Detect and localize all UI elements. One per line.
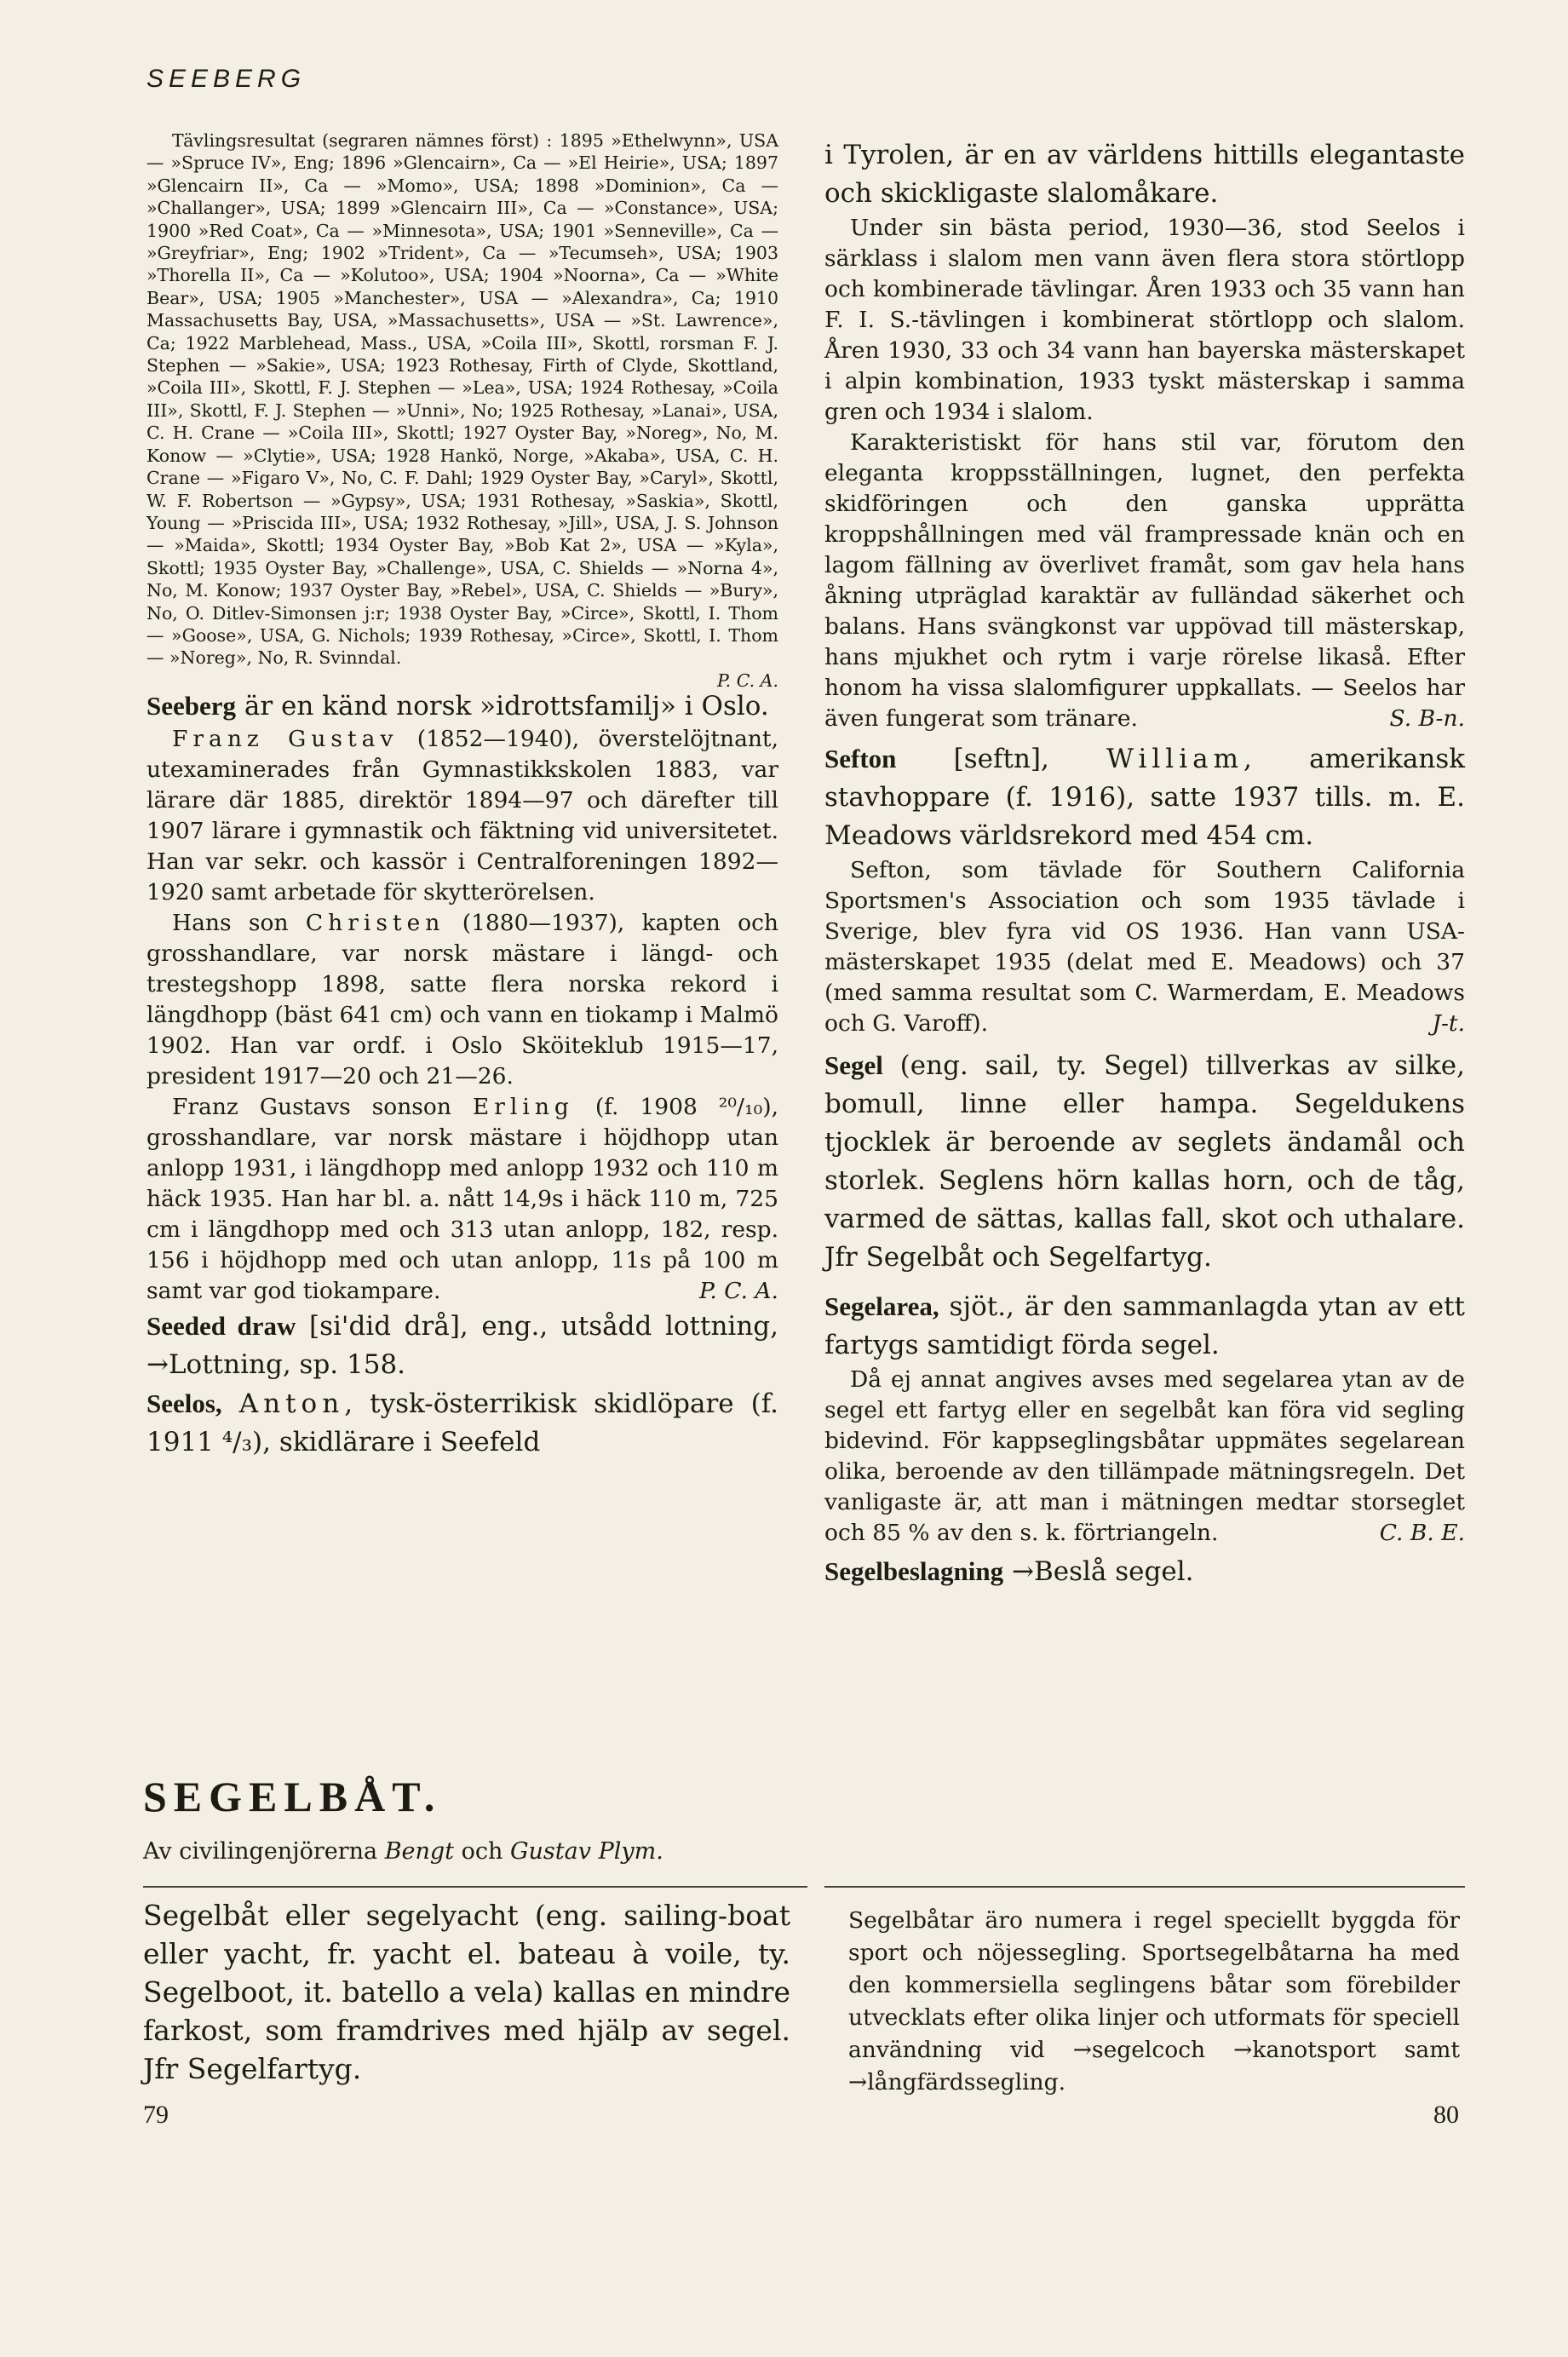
right-column	[824, 136, 1465, 1591]
signature: P. C. A.	[698, 1278, 778, 1305]
person-name: Christen	[305, 910, 445, 937]
author-name: Bengt	[384, 1838, 455, 1865]
paragraph-sefton-2	[824, 855, 1465, 1039]
signature: P. C. A.	[717, 670, 778, 691]
page-number-right: 80	[1433, 2101, 1459, 2129]
headword: Segelarea,	[824, 1291, 939, 1321]
entry-text: →Beslå segel.	[1003, 1556, 1194, 1587]
page-number-left: 79	[143, 2101, 169, 2129]
divider	[824, 1886, 1465, 1888]
results-text: Tävlingsresultat (segraren nämnes först) : 1895 »Ethelwynn», USA — »Spruce IV», Eng; 1896 »Glencairn», Ca — »El Heirie», USA; 1897 »Glencairn II», Ca — »Momo», USA; 1898 »Dominion», Ca — »Challanger», USA; 1899 »Glencairn III», Ca — »Constance», USA; 1900 »Red Coat», Ca — »Minnesota», USA; 1901 »Senneville», Ca — »Greyfriar», Eng; 1902 »Trident», Ca — »Tecumseh», USA; 1903 »Thorella II», Ca — »Kolutoo», USA; 1904 »Noorna», Ca — »White Bear», USA; 1905 »Manchester», USA — »Alexandra», Ca; 1910 Massachusetts Bay, USA, »Massachusetts», USA — »St. Lawrence», Ca; 1922 Marblehead, Mass., USA, »Coila III», Skottl, rorsman F. J. Stephen — »Sakie», USA; 1923 Rothesay, Firth of Clyde, Skottland, »Coila III», Skottl, F. J. Stephen — »Lea», USA; 1924 Rothesay, »Coila III», Skottl, F. J. Stephen — »Unni», No; 1925 Rothesay, »Lanai», USA, C. H. Crane — »Coila III», Skottl; 1927 Oyster Bay, »Noreg», No, M. Konow — »Clytie», USA; 1928 Hankö, Norge, »Akaba», USA, C. H. Crane — »Figaro V», No, C. F. Dahl; 1929 Oyster Bay, »Caryl», Skottl, W. F. Robertson — »Gypsy», USA; 1931 Rothesay, »Saskia», Skottl, Young — »Priscida III», USA; 1932 Rothesay, »Jill», USA, J. S. Johnson — »Maida», Skottl; 1934 Oyster Bay, »Bob Kat 2», USA — »Kyla», Skottl; 1935 Oyster Bay, »Challenge», USA, C. Shields — »Norna 4», No, M. Konow; 1937 Oyster Bay, »Rebel», USA, C. Shields — »Bury», No, O. Ditlev-Simonsen j:r; 1938 Oyster Bay, »Circe», Skottl, I. Thom — »Goose», USA, G. Nichols; 1939 Rothesay, »Circe», Skottl, I. Thom — »Noreg», No, R. Svinndal.	[146, 130, 778, 669]
author-name: Gustav Plym.	[509, 1838, 663, 1865]
byline-text: och	[454, 1838, 510, 1865]
paragraph-text: Sefton, som tävlade för Southern California Sportsmen's Association och som 1935 tävlade i Sverige, blev fyra vid OS 1936. Han vann USA-mästerskapet 1935 (delat med E. Meadows) och 37 (med samma resultat som C. Warmerdam, E. Meadows och G. Varoff).	[824, 857, 1465, 1037]
entry-seelos	[146, 1384, 778, 1462]
paragraph-text: (1852—1940), överstelöjtnant, utexaminerades från Gymnastikkskolen 1883, var lärare där 1885, direktör 1894—97 och därefter till 1907 lärare i gymnastik och fäktning vid universitetet. Han var sekr. och kassör i Centralforeningen 1892—1920 samt arbetade för skytterörelsen.	[146, 726, 779, 906]
byline-text: Av civilingenjörerna	[143, 1838, 385, 1865]
running-head: SEEBERG	[146, 65, 307, 93]
paragraph-text: Hans son	[172, 910, 306, 937]
section-intro-right: Segelbåtar äro numera i regel speciellt byggda för sport och nöjessegling. Sportsegelbåtarna ha med den kommersiella seglingens båtar som förebilder utvecklats efter olika linjer och utformats för speciell användning vid →segelcoch →kanotsport samt →långfärdssegling.	[848, 1907, 1460, 2095]
headword: Segelbeslagning	[824, 1556, 1004, 1586]
entry-text: , amerikansk stavhoppare (f. 1916), satte 1937 tills. m. E. Meadows världsrekord med 454 cm.	[824, 744, 1466, 851]
entry-sefton	[824, 739, 1465, 855]
entry-segelbeslagning	[824, 1552, 1465, 1591]
person-name: Erling	[472, 1094, 574, 1121]
paragraph-franz	[146, 724, 778, 908]
headword: Seeberg	[146, 691, 237, 721]
headword: Seelos,	[146, 1388, 222, 1419]
person-name: William	[1106, 744, 1243, 774]
entry-seelos-cont: i Tyrolen, är en av världens hittills elegantaste och skickligaste slalomåkare.	[824, 140, 1465, 209]
paragraph-text: (f. 1908 ²⁰/₁₀), grosshandlare, var norsk mästare i höjdhopp utan anlopp 1931, i längdhopp med anlopp 1932 och 110 m häck 1935. Han har bl. a. nått 14,9s i häck 110 m, 725 cm i längdhopp med och 313 utan anlopp, 182, resp. 156 i höjdhopp med och utan anlopp, 11s på 100 m samt var god tiokampare.	[146, 1094, 778, 1305]
entry-text: är en känd norsk »idrottsfamilj» i Oslo.	[236, 691, 769, 722]
paragraph-text: Franz Gustavs sonson	[172, 1094, 473, 1121]
paragraph-text: Då ej annat angives avses med segelarea ytan av de segel ett fartyg eller en segelbåt kan föra vid segling bidevind. För kappseglingsbåtar uppmätes segelarean olika, beroende av den tillämpade mätningsregeln. Det vanligaste är, att man i mätningen medtar storseglet och 85 % av den s. k. förtriangeln.	[824, 1366, 1465, 1546]
paragraph-erling	[146, 1092, 778, 1307]
headword: Sefton	[824, 744, 897, 773]
entry-segel	[824, 1046, 1465, 1277]
signature: C. B. E.	[1379, 1520, 1465, 1546]
entry-text: sjöt., är den sammanlagda ytan av ett fartygs samtidigt förda segel.	[824, 1291, 1465, 1360]
paragraph-seelos-2: Under sin bästa period, 1930—36, stod Seelos i särklass i slalom men vann även flera stora störtlopp och kombinerade tävlingar. Åren 1933 och 35 vann han F. I. S.-tävlingen i kombinerat störtlopp och slalom. Åren 1930, 33 och 34 vann han bayerska mästerskapet i alpin kombination, 1933 tyskt mästerskap i samma gren och 1934 i slalom.	[824, 215, 1465, 425]
left-column	[146, 129, 778, 1462]
headword: Seeded draw	[146, 1311, 296, 1342]
entry-seeberg	[146, 688, 778, 724]
entry-text: [si'did drå], eng., utsådd lottning, →Lottning, sp. 158.	[146, 1311, 779, 1381]
signature: S. B-n.	[1389, 705, 1465, 732]
paragraph-seelos-3	[824, 428, 1465, 734]
entry-segelarea	[824, 1287, 1465, 1365]
section-title: SEGELBÅT.	[143, 1773, 442, 1820]
signature: J-t.	[1432, 1010, 1465, 1037]
results-paragraph	[146, 129, 778, 692]
entry-text: (eng. sail, ty. Segel) tillverkas av silke, bomull, linne eller hampa. Segeldukens tjocklek är beroende av seglets ändamål och storlek. Seglens hörn kallas horn, och de tåg, varmed de sättas, kallas fall, skot och uthalare. Jfr Segelbåt och Segelfartyg.	[824, 1050, 1465, 1273]
paragraph-christen	[146, 908, 778, 1092]
entry-text: , tysk-österrikisk skidlöpare (f. 1911 ⁴/₃), skidlärare i Seefeld	[146, 1388, 778, 1458]
person-name: Franz Gustav	[172, 726, 399, 753]
person-name: Anton	[238, 1388, 345, 1420]
divider	[143, 1886, 807, 1888]
section-intro-left: Segelbåt eller segelyacht (eng. sailing-boat eller yacht, fr. yacht el. bateau à voile, ty. Segelboot, it. batello a vela) kallas en mindre farkost, som framdrives med hjälp av segel. Jfr Segelfartyg.	[143, 1899, 790, 2085]
byline	[143, 1838, 663, 1865]
paragraph-text: Karakteristiskt för hans stil var, förutom den eleganta kroppsställningen, lugnet, den perfekta skidföringen och den ganska upprätta kroppshållningen med väl frampressade knän och en lagom fällning av överlivet framåt, som gav hela hans åkning utpräglad karaktär av fulländad säkerhet och balans. Hans svängkonst var uppövad till mästerskap, hans mjukhet och rytm i varje rörelse likaså. Efter honom ha vissa slalomfigurer uppkallats. — Seelos har även fungerat som tränare.	[824, 429, 1465, 732]
headword: Segel	[824, 1050, 883, 1080]
paragraph-segelarea-2	[824, 1365, 1465, 1549]
entry-seeded	[146, 1307, 778, 1384]
entry-text: [seftn],	[896, 744, 1107, 774]
paragraph-text: (1880—1937), kapten och grosshandlare, var norsk mästare i längd- och trestegshopp 1898, satte flera norska rekord i längdhopp (bäst 641 cm) och vann en tiokamp i Malmö 1902. Han var ordf. i Oslo Sköiteklub 1915—17, president 1917—20 och 21—26.	[146, 910, 778, 1090]
